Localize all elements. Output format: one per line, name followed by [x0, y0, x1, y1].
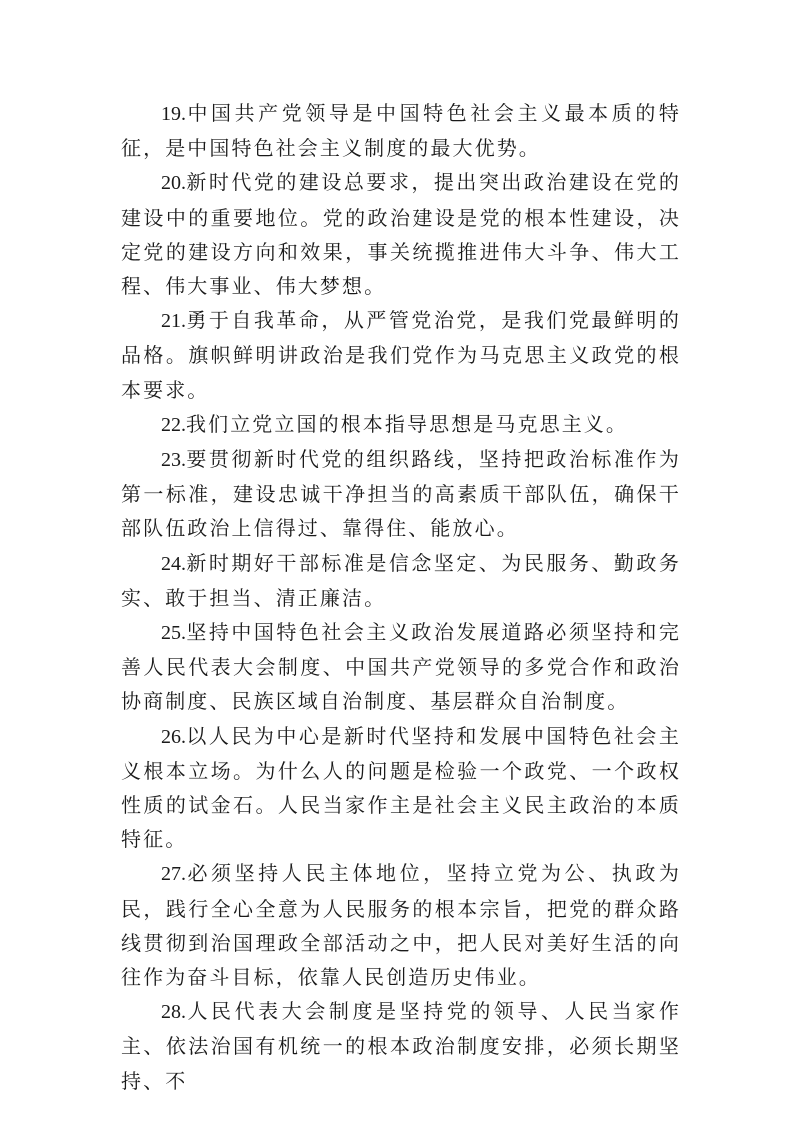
paragraph-text: 以人民为中心是新时代坚持和发展中国特色社会主义根本立场。为什么人的问题是检验一个政党、一个政权性质的试金石。人民当家作主是社会主义民主政治的本质特征。 [121, 723, 681, 852]
item-number: 23. [161, 449, 186, 472]
paragraph-22 [121, 407, 681, 442]
paragraph-25 [121, 615, 681, 719]
paragraph-text: 新时代党的建设总要求，提出突出政治建设在党的建设中的重要地位。党的政治建设是党的根本性建设，决定党的建设方向和效果，事关统揽推进伟大斗争、伟大工程、伟大事业、伟大梦想。 [121, 170, 681, 299]
paragraph-21 [121, 303, 681, 407]
item-number: 28. [161, 1001, 186, 1024]
item-number: 24. [161, 552, 186, 575]
paragraph-28 [121, 994, 681, 1098]
item-number: 27. [161, 863, 186, 886]
paragraph-23 [121, 442, 681, 546]
paragraph-20 [121, 165, 681, 303]
paragraph-text: 坚持中国特色社会主义政治发展道路必须坚持和完善人民代表大会制度、中国共产党领导的多党合作和政治协商制度、民族区域自治制度、基层群众自治制度。 [121, 620, 681, 714]
item-number: 25. [161, 622, 186, 645]
paragraph-19 [121, 96, 681, 165]
item-number: 21. [161, 310, 186, 333]
item-number: 19. [161, 103, 186, 125]
paragraph-26 [121, 719, 681, 857]
document-body [121, 96, 681, 1098]
paragraph-text: 我们立党立国的根本指导思想是马克思主义。 [186, 411, 628, 436]
paragraph-24 [121, 546, 681, 615]
paragraph-text: 要贯彻新时代党的组织路线，坚持把政治标准作为第一标准，建设忠诚干净担当的高素质干部队伍，确保干部队伍政治上信得过、靠得住、能放心。 [121, 447, 681, 541]
item-number: 22. [161, 413, 186, 436]
paragraph-text: 新时期好干部标准是信念坚定、为民服务、勤政务实、敢于担当、清正廉洁。 [121, 550, 681, 610]
paragraph-text: 必须坚持人民主体地位，坚持立党为公、执政为民，践行全心全意为人民服务的根本宗旨，把党的群众路线贯彻到治国理政全部活动之中，把人民对美好生活的向往作为奋斗目标，依靠人民创造历史伟业。 [121, 861, 681, 990]
paragraph-text: 中国共产党领导是中国特色社会主义最本质的特征，是中国特色社会主义制度的最大优势。 [121, 101, 681, 161]
paragraph-27 [121, 856, 681, 994]
item-number: 20. [161, 172, 186, 195]
paragraph-text: 人民代表大会制度是坚持党的领导、人民当家作主、依法治国有机统一的根本政治制度安排，必须长期坚持、不 [121, 999, 681, 1093]
paragraph-text: 勇于自我革命，从严管党治党，是我们党最鲜明的品格。旗帜鲜明讲政治是我们党作为马克思主义政党的根本要求。 [121, 308, 681, 402]
item-number: 26. [161, 725, 186, 748]
